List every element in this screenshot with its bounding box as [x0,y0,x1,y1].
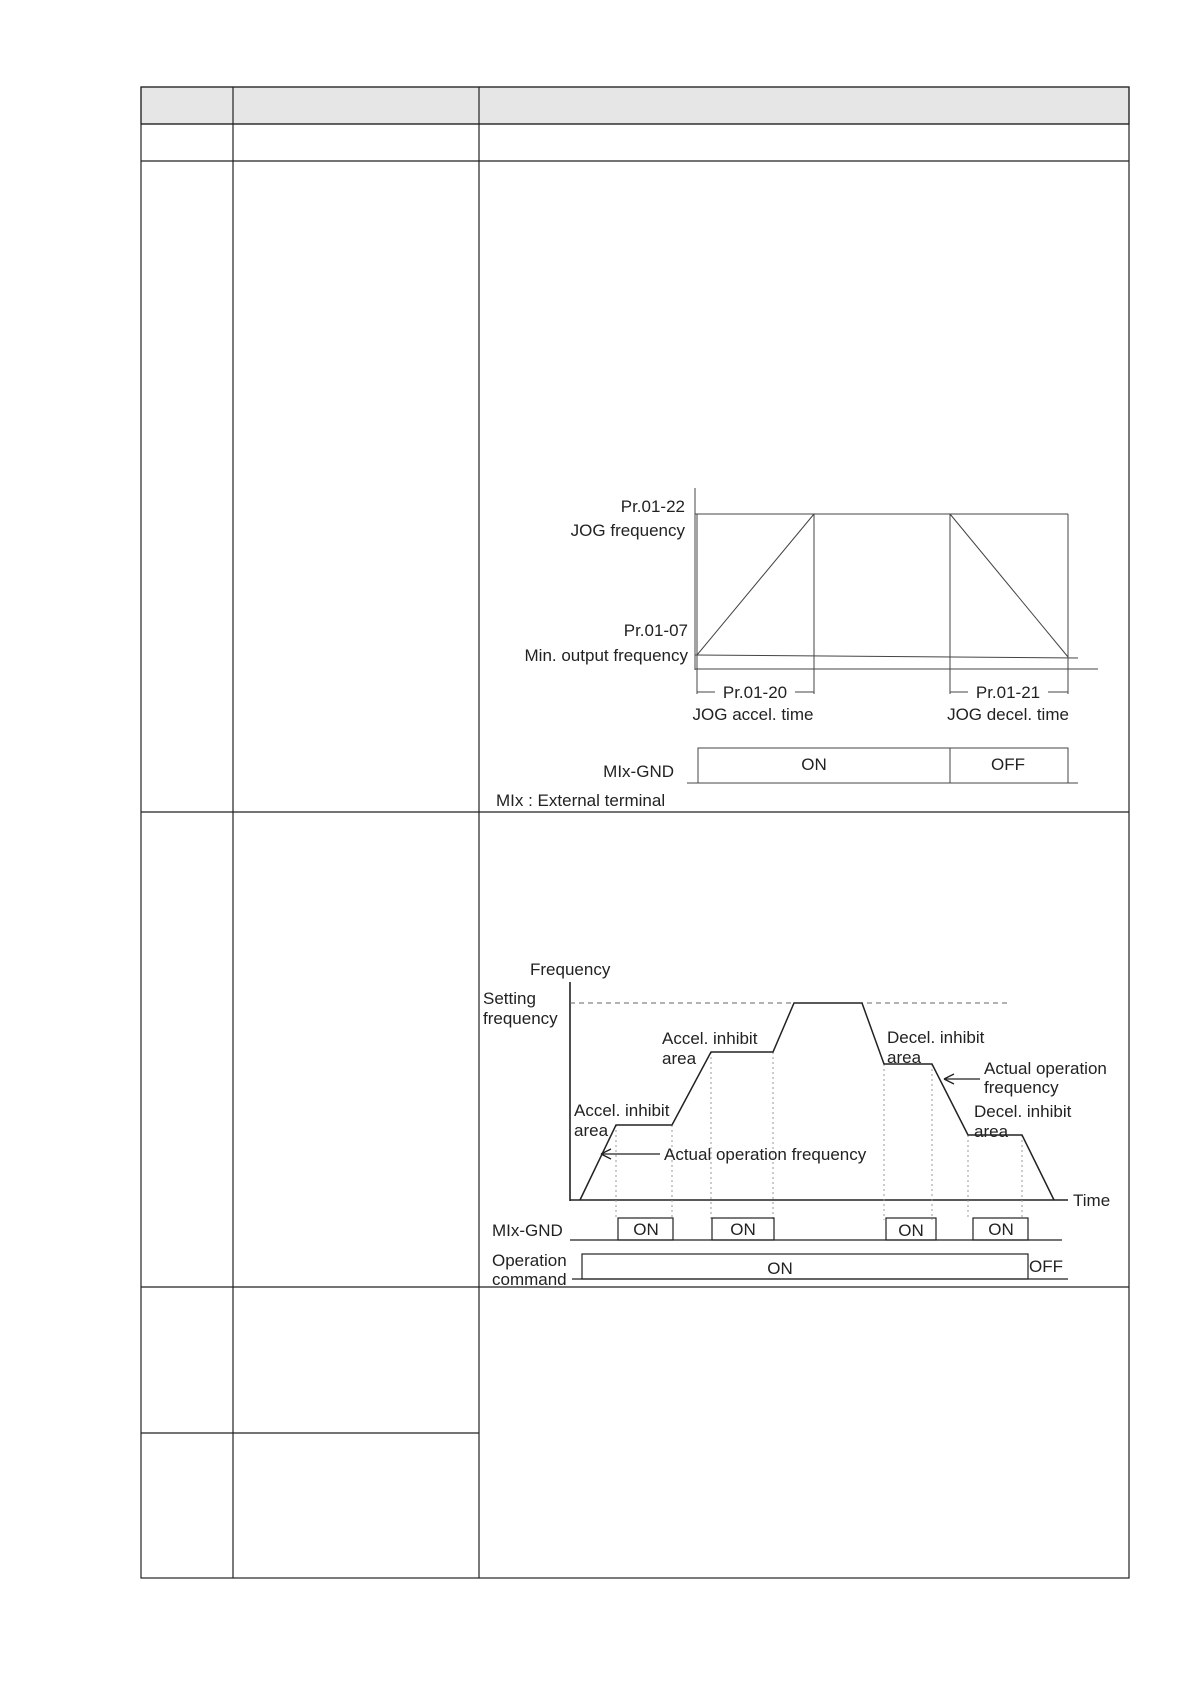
mix-gnd-label: MIx-GND [603,762,674,781]
jog-frequency-label: JOG frequency [570,521,685,540]
min-frequency-level [695,655,1078,658]
on-label: ON [730,1220,756,1239]
jog-frequency-code: Pr.01-22 [620,497,685,516]
on-label: ON [898,1221,924,1240]
actual-frequency-label: Actual operation frequency [664,1145,867,1164]
on-label: ON [633,1220,659,1239]
decel-time-label: JOG decel. time [947,705,1069,724]
accel-time-label: JOG accel. time [692,705,814,724]
operation-off-label: OFF [1029,1257,1063,1276]
table-header-row [141,87,1129,124]
min-frequency-label: Min. output frequency [524,646,688,665]
y-axis-label: Frequency [530,960,611,979]
min-frequency-code: Pr.01-07 [623,621,688,640]
on-label: ON [988,1220,1014,1239]
setting-frequency-label: frequency [483,1009,558,1028]
operation-on-label: ON [767,1259,793,1278]
jog-timing-diagram [496,488,1098,810]
accel-inhibit-label: Accel. inhibit [662,1029,758,1048]
accel-time-code: Pr.01-20 [722,683,788,702]
operation-command-pulse [582,1254,1028,1279]
accel-inhibit-label: area [662,1049,697,1068]
actual-frequency-label: frequency [984,1078,1059,1097]
operation-command-label: command [492,1270,567,1289]
table-outer-border [141,87,1129,1578]
off-label: OFF [991,755,1025,774]
decel-inhibit-label: Decel. inhibit [887,1028,985,1047]
parameter-table [141,87,1129,1578]
accel-inhibit-label: area [574,1121,609,1140]
mix-gnd-label: MIx-GND [492,1221,563,1240]
decel-inhibit-label: area [974,1122,1009,1141]
decel-ramp [950,514,1068,657]
inhibit-timing-diagram [483,960,1110,1289]
accel-inhibit-label: Accel. inhibit [574,1101,670,1120]
x-axis-label: Time [1073,1191,1111,1210]
external-terminal-note: MIx : External terminal [496,791,666,810]
decel-time-code: Pr.01-21 [975,683,1041,702]
accel-ramp [697,514,814,655]
operation-command-label: Operation [492,1251,567,1270]
on-label: ON [801,755,827,774]
decel-inhibit-label: Decel. inhibit [974,1102,1072,1121]
actual-frequency-label: Actual operation [984,1059,1107,1078]
decel-inhibit-label: area [887,1048,922,1067]
setting-frequency-label: Setting [483,989,536,1008]
